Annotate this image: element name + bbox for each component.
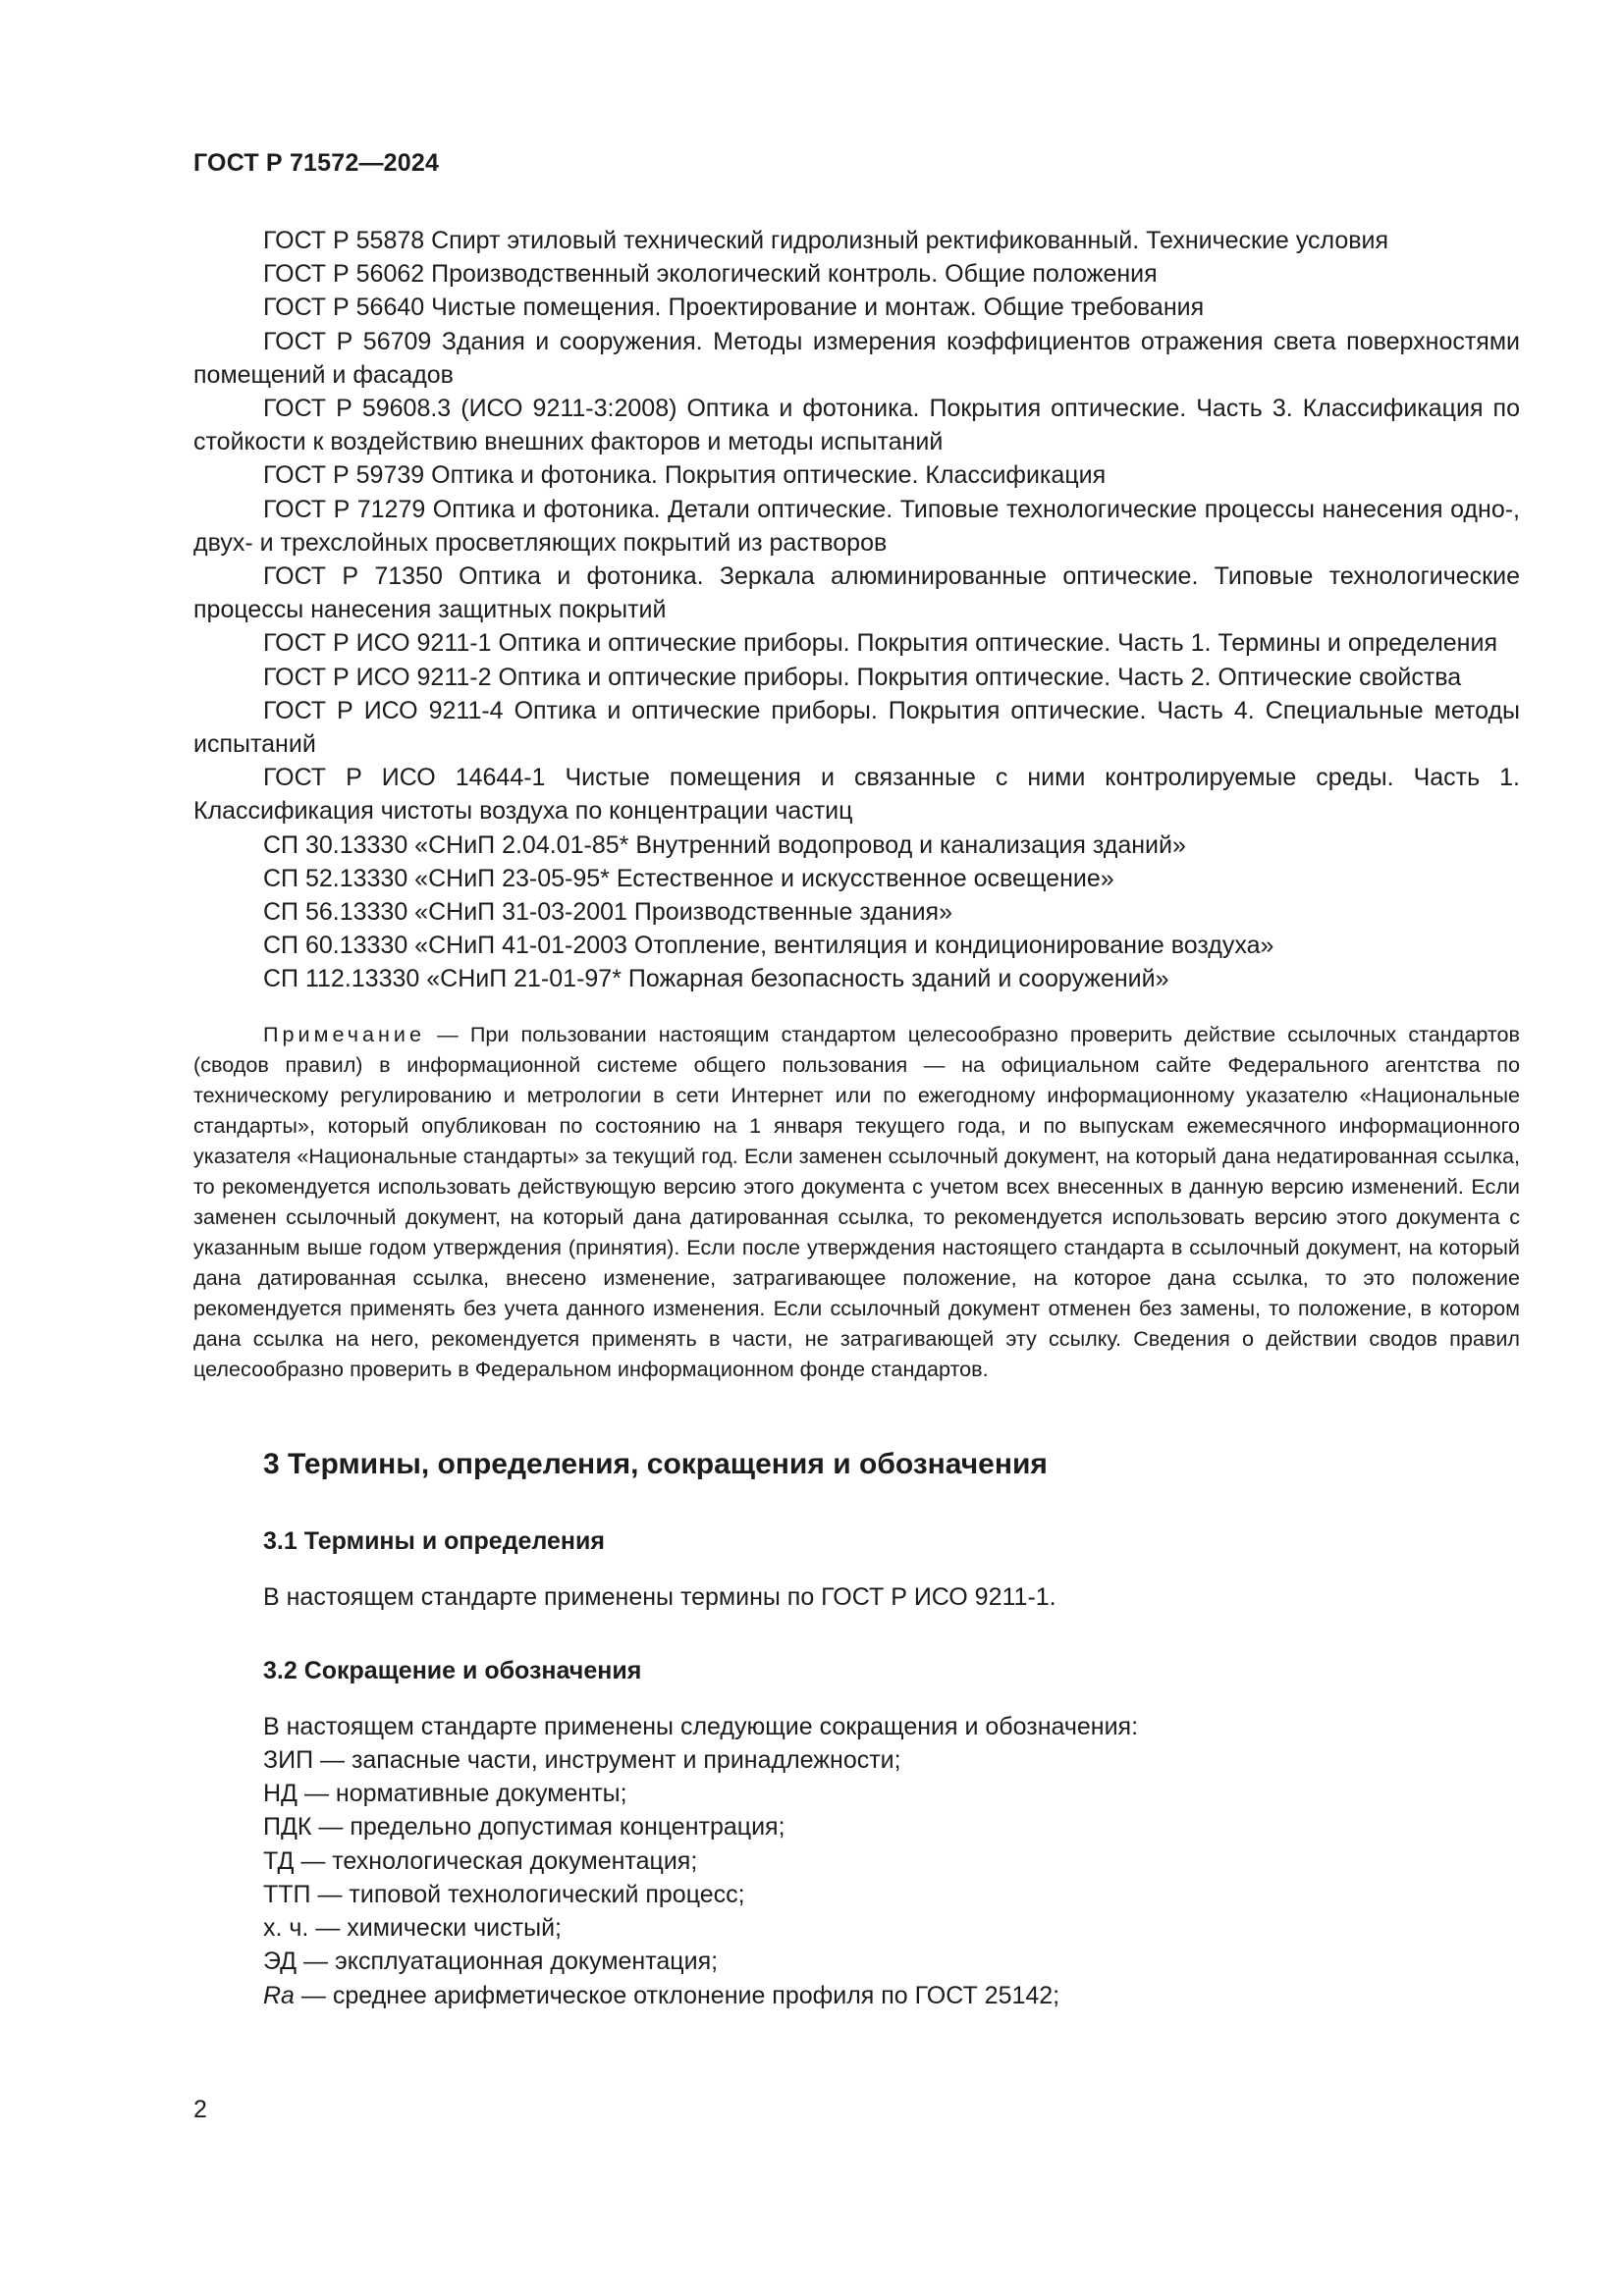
list-item xyxy=(263,1743,1520,1777)
reference-item xyxy=(193,626,1520,660)
abbreviation-definition: — технологическая документация; xyxy=(294,1846,698,1875)
reference-title: Оптика и оптические приборы. Покрытия оптические. Часть 1. Термины и определения xyxy=(498,629,1497,658)
reference-code: ГОСТ Р 56709 xyxy=(263,327,432,355)
abbreviation-definition: — нормативные документы; xyxy=(298,1779,627,1807)
reference-title: Здания и сооружения. Методы измерения коэффициентов отражения света поверхностями помещений и фасадов xyxy=(193,327,1520,389)
section-3-heading: 3 Термины, определения, сокращения и обозначения xyxy=(263,1447,1048,1480)
reference-title: Оптика и фотоника. Детали оптические. Типовые технологические процессы нанесения одно-, двух- и трехслойных просветляющих покрытий из растворов xyxy=(193,495,1520,557)
reference-title: Пожарная безопасность зданий и сооружений» xyxy=(627,965,1169,993)
abbreviation-definition: — предельно допустимая концентрация; xyxy=(311,1813,785,1842)
reference-title: Внутренний водопровод и канализация зданий» xyxy=(635,830,1186,859)
reference-item xyxy=(193,325,1520,392)
page-number: 2 xyxy=(193,2096,207,2123)
abbreviation-term: ПДК xyxy=(263,1813,312,1842)
reference-code: ГОСТ Р 59608.3 (ИСО 9211-3:2008) xyxy=(263,395,677,423)
reference-item xyxy=(193,291,1520,324)
reference-item xyxy=(193,392,1520,458)
reference-code: ГОСТ Р ИСО 9211-2 xyxy=(263,663,492,691)
reference-item xyxy=(193,257,1520,291)
abbreviation-term: Ra xyxy=(263,1981,295,2009)
reference-title: Оптика и фотоника. Покрытия оптические. Часть 3. Классификация по стойкости к воздействию внешних факторов и методы испытаний xyxy=(193,395,1520,456)
reference-item xyxy=(193,458,1520,492)
subsection-3-2-intro: В настоящем стандарте применены следующие сокращения и обозначения: xyxy=(263,1712,1139,1740)
reference-item xyxy=(193,895,1520,929)
reference-title: Оптика и фотоника. Покрытия оптические. Классификация xyxy=(431,461,1107,490)
reference-title: Оптика и оптические приборы. Покрытия оптические. Часть 4. Специальные методы испытаний xyxy=(193,696,1520,759)
references-note xyxy=(193,1019,1520,1384)
reference-code: ГОСТ Р ИСО 9211-1 xyxy=(263,629,492,658)
reference-code: СП 112.13330 «СНиП 21-01-97* xyxy=(263,965,622,993)
subsection-3-2-heading: 3.2 Сокращение и обозначения xyxy=(263,1656,642,1684)
reference-title: Чистые помещения и связанные с ними контролируемые среды. Часть 1. Классификация чистоты воздуха по концентрации частиц xyxy=(193,764,1520,826)
abbreviation-definition: — запасные части, инструмент и принадлежности; xyxy=(313,1745,901,1774)
reference-code: ГОСТ Р 56062 xyxy=(263,260,425,289)
reference-item xyxy=(193,694,1520,761)
reference-title: Производственный экологический контроль. Общие положения xyxy=(431,260,1158,289)
reference-item xyxy=(193,560,1520,626)
reference-code: ГОСТ Р 56640 xyxy=(263,294,425,322)
reference-item xyxy=(193,661,1520,694)
abbreviation-definition: — среднее арифметическое отклонение профиля по ГОСТ 25142; xyxy=(294,1981,1060,2009)
abbreviation-definition: — типовой технологический процесс; xyxy=(310,1880,745,1908)
abbreviation-term: ЗИП xyxy=(263,1745,314,1774)
abbreviation-term: х. ч. xyxy=(263,1914,309,1943)
normative-references-list xyxy=(193,224,1520,996)
reference-code: СП 60.13330 «СНиП 41-01-2003 xyxy=(263,932,627,960)
subsection-3-1-text: В настоящем стандарте применены термины по ГОСТ Р ИСО 9211-1. xyxy=(263,1582,1056,1611)
reference-item xyxy=(193,493,1520,560)
note-text: — При пользовании настоящим стандартом целесообразно проверить действие ссылочных стандартов (сводов правил) в информационной системе общего пользования — на официальном сайте Федерального агентства по техническому регулированию и метрологии в сети Интернет или по ежегодному информационному указателю «Национальные стандарты», который опубликован по состоянию на 1 января текущего года, и по выпускам ежемесячного информационного указателя «Национальные стандарты» за текущий год. Если заменен ссылочный документ, на который дана недатированная ссылка, то рекомендуется использовать действующую версию этого документа с учетом всех внесенных в данную версию изменений. Если заменен ссылочный документ, на который дана датированная ссылка, то рекомендуется использовать версию этого документа с указанным выше годом утверждения (принятия). Если после утверждения настоящего стандарта в ссылочный документ, на который дана датированная ссылка, внесено изменение, затрагивающее положение, на которое дана ссылка, то это положение рекомендуется применять без учета данного изменения. Если ссылочный документ отменен без замены, то положение, в котором дана ссылка на него, рекомендуется применять в части, не затрагивающей эту ссылку. Сведения о действии сводов правил целесообразно проверить в Федеральном информационном фонде стандартов. xyxy=(193,1021,1520,1381)
reference-item xyxy=(193,761,1520,828)
reference-title: Отопление, вентиляция и кондиционирование воздуха» xyxy=(633,932,1274,960)
list-item xyxy=(263,1911,1520,1945)
reference-item xyxy=(193,962,1520,995)
abbreviation-definition: — эксплуатационная документация; xyxy=(297,1948,719,1976)
page-content xyxy=(193,224,1520,2012)
reference-item xyxy=(193,828,1520,862)
reference-item xyxy=(193,862,1520,895)
reference-title: Чистые помещения. Проектирование и монтаж. Общие требования xyxy=(431,294,1205,322)
reference-code: ГОСТ Р ИСО 14644-1 xyxy=(263,764,546,792)
reference-code: СП 52.13330 «СНиП 23-05-95* xyxy=(263,864,610,892)
abbreviation-definition: — химически чистый; xyxy=(308,1914,562,1943)
abbreviation-term: ТД xyxy=(263,1846,295,1875)
document-code-header: ГОСТ Р 71572—2024 xyxy=(193,149,440,177)
list-item xyxy=(263,1945,1520,1978)
abbreviation-term: ТТП xyxy=(263,1880,311,1908)
list-item xyxy=(263,1844,1520,1878)
reference-title: Оптика и фотоника. Зеркала алюминированные оптические. Типовые технологические процессы нанесения защитных покрытий xyxy=(193,562,1520,624)
list-item xyxy=(263,1810,1520,1843)
abbreviation-term: ЭД xyxy=(263,1948,298,1976)
reference-code: ГОСТ Р 59739 xyxy=(263,461,425,490)
note-label: Примечание xyxy=(263,1021,425,1046)
reference-code: ГОСТ Р 55878 xyxy=(263,227,425,254)
abbreviations-list xyxy=(193,1743,1520,2012)
reference-code: СП 56.13330 «СНиП 31-03-2001 xyxy=(263,898,627,927)
list-item xyxy=(263,1777,1520,1810)
list-item xyxy=(263,1878,1520,1911)
reference-item xyxy=(193,224,1520,257)
reference-code: ГОСТ Р 71279 xyxy=(263,495,426,523)
reference-item xyxy=(193,929,1520,962)
abbreviation-term: НД xyxy=(263,1779,298,1807)
reference-title: Производственные здания» xyxy=(633,898,952,927)
reference-title: Естественное и искусственное освещение» xyxy=(616,864,1114,892)
reference-title: Спирт этиловый технический гидролизный ректификованный. Технические условия xyxy=(431,227,1389,254)
reference-code: ГОСТ Р ИСО 9211-4 xyxy=(263,696,504,724)
reference-title: Оптика и оптические приборы. Покрытия оптические. Часть 2. Оптические свойства xyxy=(498,663,1462,691)
list-item xyxy=(263,1979,1520,2012)
reference-code: ГОСТ Р 71350 xyxy=(263,562,443,591)
subsection-3-1-heading: 3.1 Термины и определения xyxy=(263,1526,605,1555)
reference-code: СП 30.13330 «СНиП 2.04.01-85* xyxy=(263,830,629,859)
